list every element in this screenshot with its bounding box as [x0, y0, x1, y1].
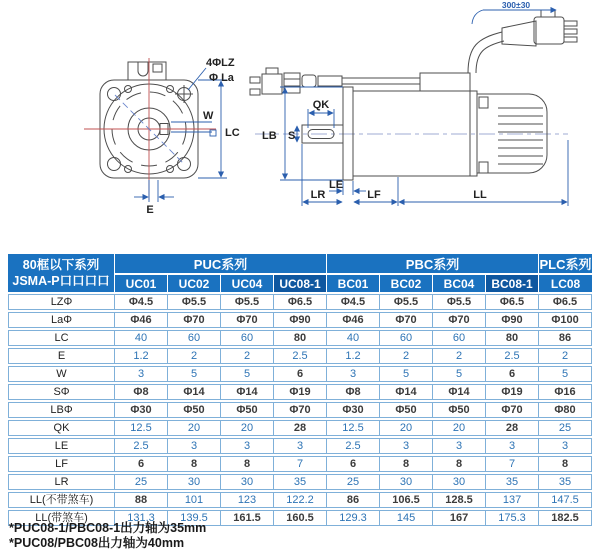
- cell: Φ5.5: [380, 294, 433, 310]
- cell: 129.3: [327, 510, 380, 526]
- cell: Φ8: [327, 384, 380, 400]
- label-le: LE: [328, 179, 344, 191]
- row-label: LaΦ: [8, 312, 115, 328]
- cell: 25: [327, 474, 380, 490]
- cell: 6: [486, 366, 539, 382]
- cell: 2.5: [274, 348, 327, 364]
- corner-title-line2: JSMA-P口口口口: [12, 274, 110, 288]
- row-label: SΦ: [8, 384, 115, 400]
- cell: 8: [380, 456, 433, 472]
- corner-title-line1: 80框以下系列: [22, 258, 100, 272]
- cell: 7: [274, 456, 327, 472]
- cell: 2.5: [486, 348, 539, 364]
- label-pilot-dia: Φ La: [209, 72, 234, 84]
- cell: 6: [115, 456, 168, 472]
- column-header-bc01: BC01: [327, 275, 380, 292]
- cell: 3: [168, 438, 221, 454]
- cell: 161.5: [221, 510, 274, 526]
- row-label: LZΦ: [8, 294, 115, 310]
- cell: 2: [380, 348, 433, 364]
- cell: Φ50: [433, 402, 486, 418]
- cell: Φ80: [539, 402, 592, 418]
- cell: 1.2: [327, 348, 380, 364]
- cell: 12.5: [327, 420, 380, 436]
- table-row: [8, 366, 592, 382]
- table-row: [8, 348, 592, 364]
- cell: Φ70: [168, 312, 221, 328]
- cell: 8: [539, 456, 592, 472]
- table-corner-title: [8, 254, 115, 292]
- cell: Φ14: [433, 384, 486, 400]
- column-header-bc04: BC04: [433, 275, 486, 292]
- cell: 86: [327, 492, 380, 508]
- cell: Φ19: [486, 384, 539, 400]
- cell: Φ6.5: [486, 294, 539, 310]
- column-header-uc01: UC01: [115, 275, 168, 292]
- cell: 35: [486, 474, 539, 490]
- cell: 2: [221, 348, 274, 364]
- table-row: [8, 312, 592, 328]
- cell: 5: [539, 366, 592, 382]
- column-header-bc02: BC02: [380, 275, 433, 292]
- column-header-uc08-1: UC08-1: [274, 275, 327, 292]
- cell: 2.5: [327, 438, 380, 454]
- label-key-length: QK: [312, 99, 330, 111]
- table-row: [8, 384, 592, 400]
- column-header-uc04: UC04: [221, 275, 274, 292]
- cell: 122.2: [274, 492, 327, 508]
- spec-table: [8, 252, 592, 528]
- footnotes: [9, 521, 206, 551]
- row-label: LR: [8, 474, 115, 490]
- cell: 160.5: [274, 510, 327, 526]
- cell: 3: [115, 366, 168, 382]
- row-label: QK: [8, 420, 115, 436]
- cell: 147.5: [539, 492, 592, 508]
- cell: 5: [168, 366, 221, 382]
- cell: 8: [168, 456, 221, 472]
- cell: 131.3: [115, 510, 168, 526]
- cell: Φ50: [168, 402, 221, 418]
- cell: Φ5.5: [221, 294, 274, 310]
- cell: 5: [221, 366, 274, 382]
- row-label: LBΦ: [8, 402, 115, 418]
- label-lr: LR: [310, 189, 326, 201]
- cell: 2: [168, 348, 221, 364]
- row-label: LC: [8, 330, 115, 346]
- cell: 60: [433, 330, 486, 346]
- cell: Φ14: [168, 384, 221, 400]
- cell: 3: [486, 438, 539, 454]
- cell: 5: [433, 366, 486, 382]
- cell: 182.5: [539, 510, 592, 526]
- cell: 60: [380, 330, 433, 346]
- cell: 20: [380, 420, 433, 436]
- cell: Φ70: [433, 312, 486, 328]
- cell: Φ100: [539, 312, 592, 328]
- footnote-2: *PUC08/PBC08出力轴为40mm: [9, 536, 185, 550]
- cell: Φ4.5: [115, 294, 168, 310]
- label-key-width: W: [203, 110, 214, 122]
- cell: 28: [486, 420, 539, 436]
- row-label: W: [8, 366, 115, 382]
- cell: Φ16: [539, 384, 592, 400]
- cell: 145: [380, 510, 433, 526]
- cell: 167: [433, 510, 486, 526]
- cell: 60: [221, 330, 274, 346]
- cell: Φ46: [115, 312, 168, 328]
- cell: 2: [433, 348, 486, 364]
- cell: Φ70: [221, 312, 274, 328]
- cell: 3: [327, 366, 380, 382]
- cell: Φ30: [327, 402, 380, 418]
- dimension-diagram: [0, 0, 600, 250]
- cell: 7: [486, 456, 539, 472]
- cell: 3: [380, 438, 433, 454]
- cell: 30: [433, 474, 486, 490]
- cell: 12.5: [115, 420, 168, 436]
- cell: Φ50: [380, 402, 433, 418]
- cell: 40: [327, 330, 380, 346]
- cell: 8: [433, 456, 486, 472]
- cell: 3: [539, 438, 592, 454]
- label-ll: LL: [473, 189, 487, 201]
- cell: Φ6.5: [274, 294, 327, 310]
- row-label: E: [8, 348, 115, 364]
- side-view-drawing: [250, 10, 577, 180]
- bolt-circle-diagonal: [115, 95, 184, 164]
- cell: 2.5: [115, 438, 168, 454]
- cell: 30: [380, 474, 433, 490]
- cell: 139.5: [168, 510, 221, 526]
- cell: 86: [539, 330, 592, 346]
- cell: 20: [221, 420, 274, 436]
- cell: 3: [221, 438, 274, 454]
- cell: 20: [433, 420, 486, 436]
- cell: 40: [115, 330, 168, 346]
- table-row: [8, 438, 592, 454]
- cell: 8: [221, 456, 274, 472]
- cell: Φ5.5: [168, 294, 221, 310]
- row-label: LL(不带煞车): [8, 492, 115, 508]
- label-shaft-dia: S: [288, 130, 296, 142]
- cell: 137: [486, 492, 539, 508]
- cell: 30: [168, 474, 221, 490]
- row-label: LE: [8, 438, 115, 454]
- cell: Φ90: [274, 312, 327, 328]
- cell: 3: [433, 438, 486, 454]
- cell: 175.3: [486, 510, 539, 526]
- column-header-uc02: UC02: [168, 275, 221, 292]
- cell: 25: [539, 420, 592, 436]
- series-group-header: PUC系列: [115, 254, 327, 273]
- cell: 6: [327, 456, 380, 472]
- header-row-series: [8, 254, 592, 273]
- label-cable-length: 300±30: [501, 0, 531, 10]
- cell: 35: [539, 474, 592, 490]
- cell: Φ90: [486, 312, 539, 328]
- table-row: [8, 474, 592, 490]
- column-header-bc08-1: BC08-1: [486, 275, 539, 292]
- cell: Φ4.5: [327, 294, 380, 310]
- cell: 1.2: [115, 348, 168, 364]
- cell: 30: [221, 474, 274, 490]
- table-row: [8, 294, 592, 310]
- cell: 123: [221, 492, 274, 508]
- cell: Φ70: [274, 402, 327, 418]
- cell: 6: [274, 366, 327, 382]
- cell: 60: [168, 330, 221, 346]
- cell: 25: [115, 474, 168, 490]
- label-flange-dia: LB: [262, 130, 277, 142]
- cell: Φ5.5: [433, 294, 486, 310]
- row-label: LL(带煞车): [8, 510, 115, 526]
- row-label: LF: [8, 456, 115, 472]
- series-group-header: PLC系列: [539, 254, 592, 273]
- cell: 35: [274, 474, 327, 490]
- cell: Φ6.5: [539, 294, 592, 310]
- cell: 88: [115, 492, 168, 508]
- table-row: [8, 402, 592, 418]
- column-header-lc08: LC08: [539, 275, 592, 292]
- cell: Φ19: [274, 384, 327, 400]
- cell: 106.5: [380, 492, 433, 508]
- cell: Φ14: [380, 384, 433, 400]
- cell: 2: [539, 348, 592, 364]
- table-row: [8, 492, 592, 508]
- label-bolt-holes: 4ΦLZ: [206, 57, 235, 69]
- cell: Φ14: [221, 384, 274, 400]
- series-group-header: PBC系列: [327, 254, 539, 273]
- cell: 101: [168, 492, 221, 508]
- cell: Φ70: [486, 402, 539, 418]
- footnote-1: *PUC08-1/PBC08-1出力轴为35mm: [9, 521, 207, 535]
- cell: 5: [380, 366, 433, 382]
- label-lf: LF: [367, 189, 381, 201]
- cell: 80: [486, 330, 539, 346]
- cell: Φ8: [115, 384, 168, 400]
- table-row: [8, 330, 592, 346]
- cell: Φ50: [221, 402, 274, 418]
- cell: Φ46: [327, 312, 380, 328]
- cell: 20: [168, 420, 221, 436]
- label-frame-size: LC: [225, 127, 240, 139]
- cell: 3: [274, 438, 327, 454]
- cell: Φ70: [380, 312, 433, 328]
- cell: 128.5: [433, 492, 486, 508]
- table-row: [8, 456, 592, 472]
- cell: Φ30: [115, 402, 168, 418]
- table-row: [8, 420, 592, 436]
- label-key-offset: E: [146, 204, 154, 216]
- cell: 28: [274, 420, 327, 436]
- cell: 80: [274, 330, 327, 346]
